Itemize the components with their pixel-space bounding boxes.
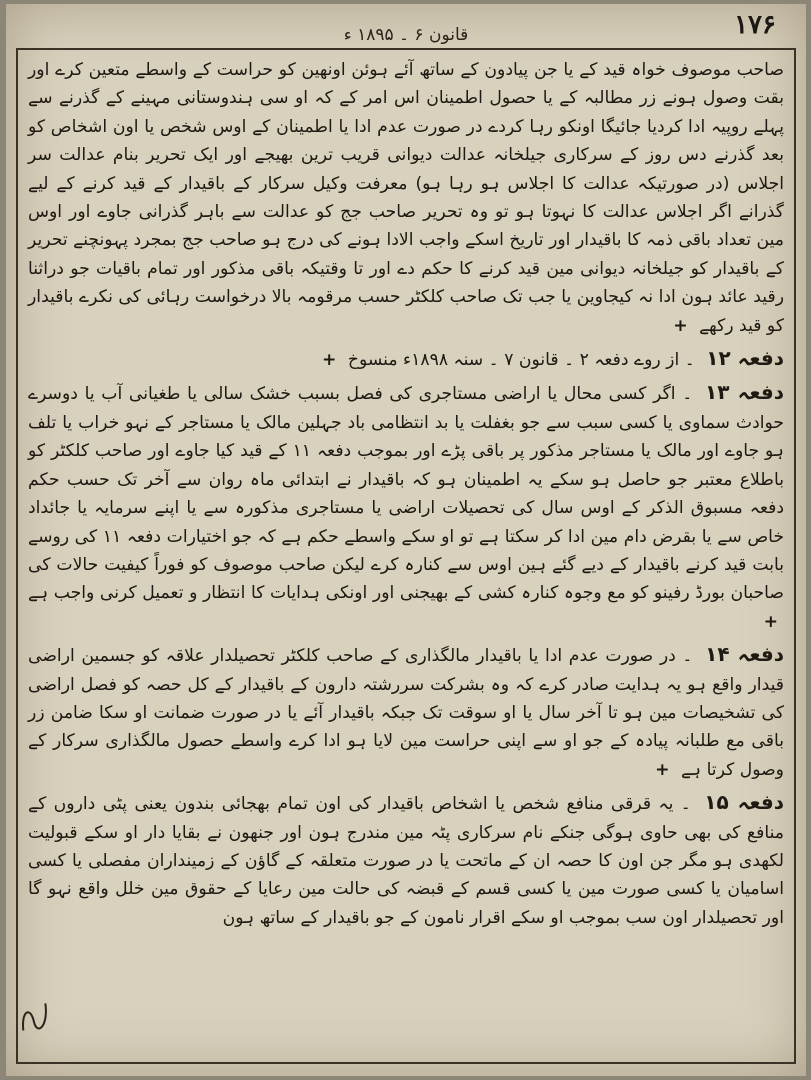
end-mark: +: [763, 611, 778, 632]
section-heading: دفعہ ۱۲: [706, 346, 784, 371]
document-page: [6, 4, 806, 1076]
paragraph-text: ۔ اگر کسی محال یا اراضی مستاجری کی فصل بسبب خشک سالی یا طغیانی آب یا دوسرے حوادث سماوی یا کسی سبب سے جو بغفلت یا بد انتظامی باد جہلین مالک یا مستاجر کے نہو خراب یا تلف ہو جاوے اور مالک یا مستاجر مذکور پر باقی پڑے اور بموجب دفعہ ۱۱ کے قید کیا جاوے اور صاحب کلکٹر کو باطلاع معتبر جو حاصل ہو سکے یہ اطمینان ہو کہ باقیدار نے ابتدائی ماہ روان سے آخر تک حسب حکم دفعہ مسبوق الذکر کے اوس سال کی تحصیلات اراضی یا مستاجری مذکورہ سے یا اپنے سرمایہ یا جائداد خاص سے یا بقرض دام مین ادا کر سکتا ہے تو او سکے واسطے حکم ہے کہ جو اختیارات دفعہ ۱۱ کی روسے بابت قید کرنے باقیدار کے دیے گئے ہین اوس سے کنارہ کرے لیکن صاحب موصوف کو فوراً کیفیت حالات کی صاحبان بورڈ رفینو کو مع وجوہ کنارہ کشی کے بھیجنی اور اونکی ہدایات کا انتظار و تعمیل کرنی واجب ہے: [28, 384, 785, 604]
paragraph-text: صاحب موصوف خواہ قید کے یا جن پیادون کے ساتھ آئے ہوئن اونھین کو حراست کے واسطے متعین کرے اور بقت وصول ہونے زر مطالبہ کے یا حصول اطمینان اس امر کے کہ او سی ہندوستانی مہینے کے گذرنے سے پہلے روپیہ ادا کردیا جائیگا اونکو رہا کردے در صورت عدم ادا یا اطمینان کے اوس شخص یا اون اشخاص کو بعد گذرنے دس روز کے سرکاری جیلخانہ عدالت دیوانی قریب ترین بھیجے اور ایک تحریر بنام عدالت سر اجلاس (در صورتیکہ عدالت کا اجلاس ہو رہا ہو) معرفت وکیل سرکار کے باقیدار کے قید کرنے کے لیے گذرانے اگر اجلاس عدالت کا نہوتا ہو تو وہ تحریر صاحب جج کو عدالت سے باہر گذرانی جاوے اور اوس مین تعداد باقی ذمہ کا باقیدار اور تاریخ اسکے واجب الادا ہونے کی درج ہو صاحب جج بمجرد پہونچنے تحریر کے باقیدار کو جیلخانہ دیوانی مین قید کرنے کا حکم دے اور تا وقتیکہ باقی مذکور اور تمام باقیات جو دراثنا رقید عائد ہون ادا نہ کیجاوین یا جب تک صاحب کلکٹر حسب مرقومہ بالا درخواست رہائی کی نکرے باقیدار کو قید رکھے: [28, 60, 784, 336]
end-mark: +: [322, 350, 337, 371]
section-12: [28, 344, 784, 374]
paragraph-text: ۔ یہ قرقی منافع شخص یا اشخاص باقیدار کی اون تمام بھجائی بندون یعنی پٹی داروں کے منافع کی بھی حاوی ہوگی جنکے نام سرکاری پٹہ مین مندرج ہون اور جنھون نے بقایا دار او سکے قبولیت لکھدی ہو مگر جن اون کا حصہ ان کے ماتحت یا در صورت متعلقہ کے گاؤن کے زمینداران مفصلی یا کسی اسامیان یا کسی صورت مین یا کسی قسم کے قبضہ کی حالت مین رعایا کے حقوق مین خلل واقع نہو گا اور تحصیلدار اون سب بموجب او سکے اقرار نامون کے جو باقیدار کے ساتھ ہون: [28, 794, 784, 928]
end-mark: +: [655, 759, 670, 780]
section-15: [28, 788, 784, 932]
section-heading: دفعہ ۱۳: [705, 380, 784, 405]
section-heading: دفعہ ۱۴: [705, 642, 784, 667]
body-text: [28, 56, 784, 936]
paragraph-text: ۔ در صورت عدم ادا یا باقیدار مالگذاری کے صاحب کلکٹر تحصیلدار علاقہ کو جسمین اراضی قیدار واقع ہو یہ ہدایت صادر کرے کہ وہ بشرکت سررشتہ دارون کے باقیدار کے کل حصہ کو فصل اراضی کی تشخیصات مین ہو تا آخر سال یا او سوقت تک جبکہ باقیدار آئے یا در صورت ضمانت او سکا ضامن زر باقی مع طلبانہ پیادہ کے جو او سے اپنی حراست مین لایا ہو ادا کرے واسطے حصول مالگذاری سرکار کے وصول کرتا ہے: [28, 646, 784, 780]
end-mark: +: [673, 315, 688, 336]
section-14: [28, 640, 784, 784]
section-13: [28, 378, 784, 636]
running-header: قانون ۶ ۔ ۱۸۹۵ ء: [343, 25, 469, 45]
page-number: ۱۷۶: [734, 10, 776, 40]
paragraph-text: ۔ از روے دفعہ ۲ ۔ قانون ۷ ۔ سنہ ۱۸۹۸ء منسوخ: [347, 350, 695, 371]
section-heading: دفعہ ۱۵: [704, 790, 784, 815]
paragraph-continuation: [28, 56, 784, 340]
